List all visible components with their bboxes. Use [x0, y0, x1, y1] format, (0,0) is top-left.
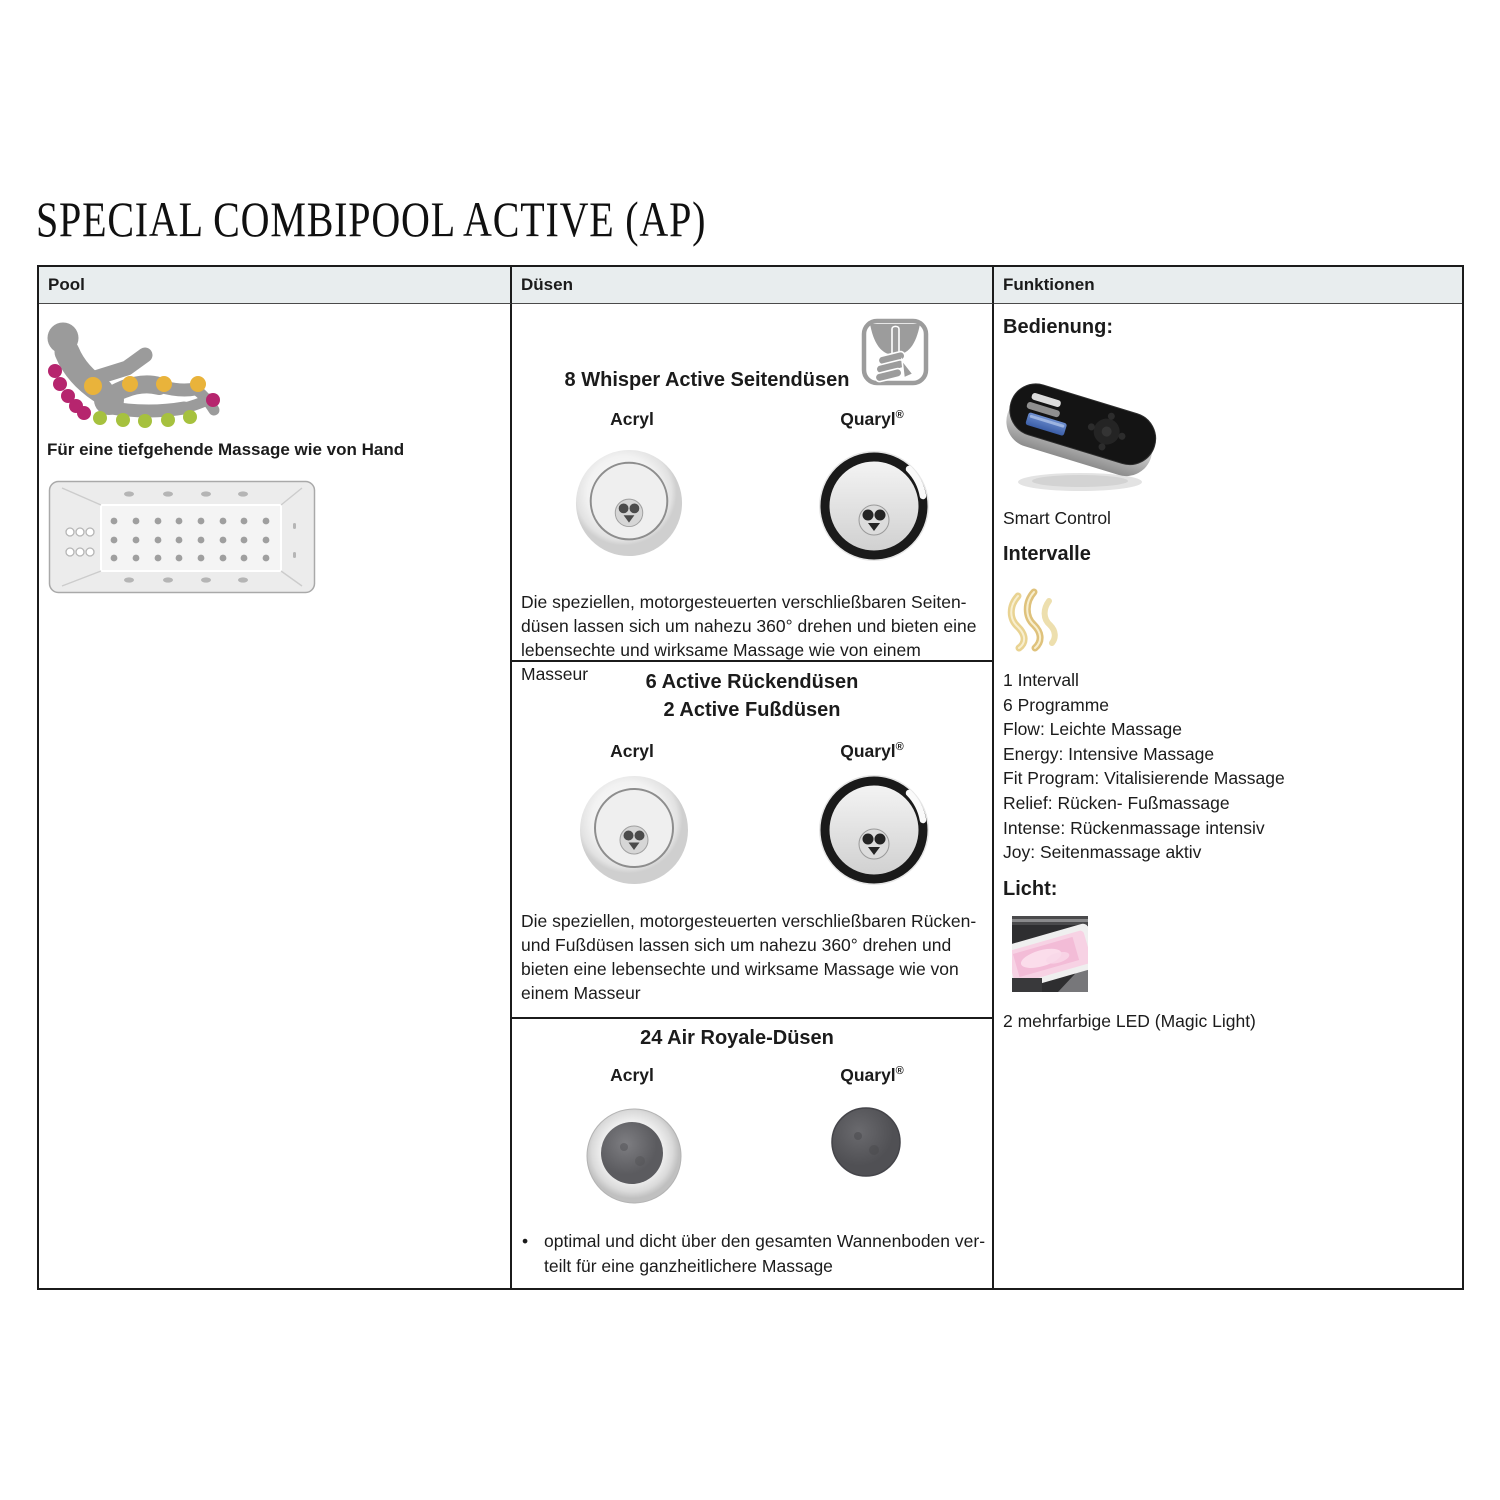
column-header-pool: [39, 267, 512, 304]
smart-control-remote-image: [1000, 358, 1162, 498]
pool-caption: Für eine tiefgehende Massage wie von Hand: [47, 440, 405, 459]
list-item: Relief: Rücken- Fußmassage: [1003, 792, 1230, 813]
functions-cell: [994, 304, 1462, 1288]
interval-waves-icon: [1002, 586, 1068, 652]
pool-cell: [39, 304, 512, 1288]
acryl-air-jet-image: [586, 1103, 682, 1209]
section-description: Die speziellen, motorgesteuerten verschließbaren Seiten- düsen lassen sich um nahezu 360° drehen und bieten eine lebensechte und wirksame Massage wie von einem Masseur: [521, 592, 977, 684]
section-heading: 8 Whisper Active Seitendüsen: [564, 369, 850, 391]
section-whisper-side-jets: [512, 304, 992, 684]
licht-heading: Licht:: [1003, 878, 1058, 900]
material-row: [512, 1065, 992, 1086]
list-item: Intense: Rückenmassage intensiv: [1003, 817, 1265, 838]
quaryl-air-jet-image: [830, 1106, 902, 1178]
list-item: 1 Intervall: [1003, 670, 1079, 690]
material-label-quaryl: Quaryl®: [840, 409, 904, 429]
magic-light-tub-image: [1012, 916, 1088, 992]
list-item: Fit Program: Vitalisierende Massage: [1003, 768, 1285, 789]
list-item: Joy: Seitenmassage aktiv: [1003, 842, 1202, 863]
intervalle-heading: Intervalle: [1003, 543, 1091, 565]
interval-program-list: [1003, 668, 1285, 865]
bathtub-jet-layout-icon: [48, 480, 316, 594]
magic-light-label: 2 mehrfarbige LED (Magic Light): [1003, 1011, 1256, 1031]
material-row: [512, 409, 992, 430]
material-label-quaryl: Quaryl®: [840, 741, 904, 761]
acryl-back-jet-image: [578, 774, 690, 886]
column-header-duesen-label: Düsen: [521, 275, 573, 294]
quaryl-side-jet-image: [816, 448, 932, 564]
acryl-side-jet-image: [574, 448, 684, 558]
spec-table: [37, 265, 1464, 1290]
material-label-quaryl: Quaryl®: [840, 1065, 904, 1085]
column-header-funktionen-label: Funktionen: [1003, 275, 1095, 294]
section-bullet-note: • optimal und dicht über den gesamten Wannenboden ver- teilt für eine ganzheitlichere Massage: [522, 1229, 988, 1279]
section-air-royale-jets: [512, 1019, 992, 1284]
column-header-pool-label: Pool: [48, 275, 85, 294]
massage-person-icon: [47, 318, 265, 430]
bullet-glyph: •: [522, 1231, 529, 1251]
list-item: Flow: Leichte Massage: [1003, 719, 1182, 740]
list-item: Energy: Intensive Massage: [1003, 743, 1215, 764]
bedienung-heading: Bedienung:: [1003, 316, 1113, 338]
material-row: [512, 741, 992, 762]
page-title: SPECIAL COMBIPOOL ACTIVE (AP): [36, 191, 707, 247]
column-header-funktionen: [994, 267, 1462, 304]
list-item: 6 Programme: [1003, 694, 1110, 715]
material-label-acryl: Acryl: [610, 741, 654, 761]
section-heading: 24 Air Royale-Düsen: [640, 1027, 834, 1049]
section-heading: 6 Active Rückendüsen 2 Active Fußdüsen: [645, 671, 859, 721]
section-back-foot-jets: [512, 662, 992, 1019]
smart-control-label: Smart Control: [1003, 508, 1111, 528]
nozzles-cell: [512, 304, 994, 1288]
material-label-acryl: Acryl: [610, 409, 654, 429]
section-description: Die speziellen, motorgesteuerten verschließbaren Rücken- und Fußdüsen lassen sich um nahezu 360° drehen und bieten eine lebensechte und wirksame Massage wie von einem Masseur: [521, 911, 977, 1003]
quaryl-back-jet-image: [816, 772, 932, 888]
column-header-duesen: [512, 267, 994, 304]
material-label-acryl: Acryl: [610, 1065, 654, 1085]
